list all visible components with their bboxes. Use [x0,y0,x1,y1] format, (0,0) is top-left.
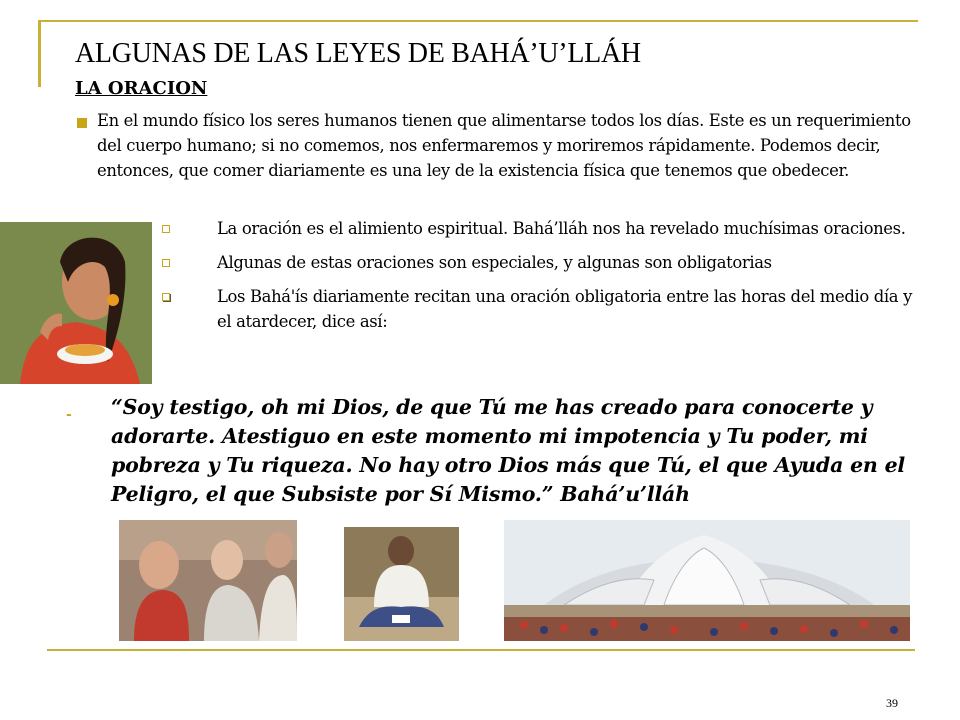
square-bullet-icon [77,118,87,128]
people-praying-photo [119,520,297,641]
frame-vertical-rule [38,20,41,87]
slide-subtitle: LA ORACION [75,78,208,99]
sub-bullet-list [160,216,920,343]
lotus-temple-photo [504,520,910,641]
woman-eating-photo [0,222,152,384]
frame-top-rule [38,20,918,22]
list-item-text: Algunas de estas oraciones son especiales, y algunas son obligatorias [217,253,772,272]
hollow-square-bullet-icon [162,225,170,233]
prayer-quote: “Soy testigo, oh mi Dios, de que Tú me has creado para conocerte y adorarte. Atestiguo en este momento mi impotencia y Tu poder, mi pobreza y Tu riqueza. No hay otro Dios más que Tú, el que Ayuda en el Peligro, el que Subsiste por Sí Mismo.” Bahá’u’lláh [111,395,905,506]
intro-paragraph: En el mundo físico los seres humanos tienen que alimentarse todos los días. Este es un requerimiento del cuerpo humano; si no comemos, nos enfermaremos y moriremos rápidamente. Podemos decir, entonces, que comer diariamente es una ley de la existencia física que tenemos que obedecer. [97,111,911,180]
list-item-text: Los Bahá'ís diariamente recitan una oración obligatoria entre las horas del medio día y el atardecer, dice así: [217,287,912,331]
hollow-square-bullet-icon [162,259,170,267]
list-item [160,250,920,275]
frame-bottom-rule [47,649,915,651]
slide-title: ALGUNAS DE LAS LEYES DE BAHÁ’U’LLÁH [75,38,641,69]
page-number: 39 [886,696,898,710]
list-item-text: La oración es el alimiento espiritual. Bahá’lláh nos ha revelado muchísimas oraciones. [217,219,906,238]
list-item [160,284,920,334]
list-item [160,216,920,241]
boy-praying-photo [344,527,459,641]
shadowed-square-bullet-icon [162,293,170,301]
quote-dash-marker: - [66,407,72,423]
